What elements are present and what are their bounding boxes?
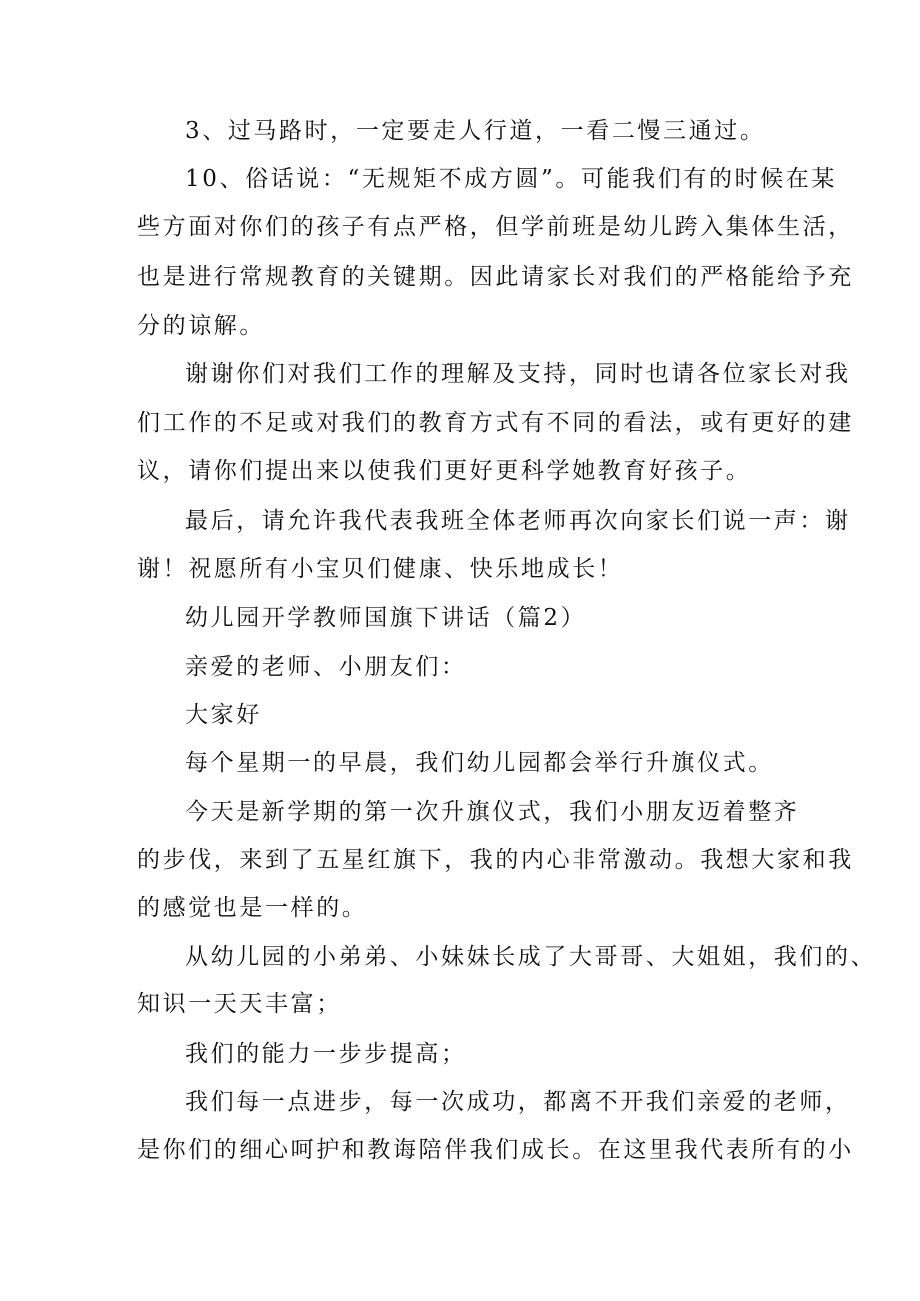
text-line: 今天是新学期的第一次升旗仪式，我们小朋友迈着整齐	[185, 799, 800, 825]
greeting: 大家好	[185, 702, 262, 728]
text-line: 分的谅解。	[137, 313, 265, 339]
text-line: 我们每一点进步，每一次成功，都离不开我们亲爱的老师，	[185, 1089, 851, 1115]
text-line: 的步伐，来到了五星红旗下，我的内心非常激动。我想大家和我	[137, 847, 854, 873]
text-line: 的感觉也是一样的。	[137, 895, 368, 921]
text-line: 每个星期一的早晨，我们幼儿园都会举行升旗仪式。	[185, 750, 774, 776]
section-heading: 幼儿园开学教师国旗下讲话（篇2）	[185, 605, 587, 631]
text-line: 谢谢你们对我们工作的理解及支持，同时也请各位家长对我	[185, 361, 851, 387]
text-line: 谢！祝愿所有小宝贝们健康、快乐地成长！	[137, 556, 624, 582]
text-line: 是你们的细心呵护和教诲陪伴我们成长。在这里我代表所有的小	[137, 1137, 854, 1163]
text-line: 议，请你们提出来以使我们更好更科学她教育好孩子。	[137, 458, 752, 484]
text-line: 3、过马路时，一定要走人行道，一看二慢三通过。	[185, 118, 766, 144]
text-line: 也是进行常规教育的关键期。因此请家长对我们的严格能给予充	[137, 264, 854, 290]
text-line: 从幼儿园的小弟弟、小妹妹长成了大哥哥、大姐姐，我们的、	[185, 944, 877, 970]
text-line: 们工作的不足或对我们的教育方式有不同的看法，或有更好的建	[137, 410, 854, 436]
text-line: 最后，请允许我代表我班全体老师再次向家长们说一声：谢	[185, 508, 851, 534]
text-line: 10、俗话说：“无规矩不成方圆”。可能我们有的时候在某	[185, 166, 837, 192]
salutation: 亲爱的老师、小朋友们：	[185, 654, 467, 680]
text-line: 知识一天天丰富；	[137, 991, 342, 1017]
text-line: 我们的能力一步步提高；	[185, 1041, 467, 1067]
text-line: 些方面对你们的孩子有点严格，但学前班是幼儿跨入集体生活，	[137, 214, 854, 240]
